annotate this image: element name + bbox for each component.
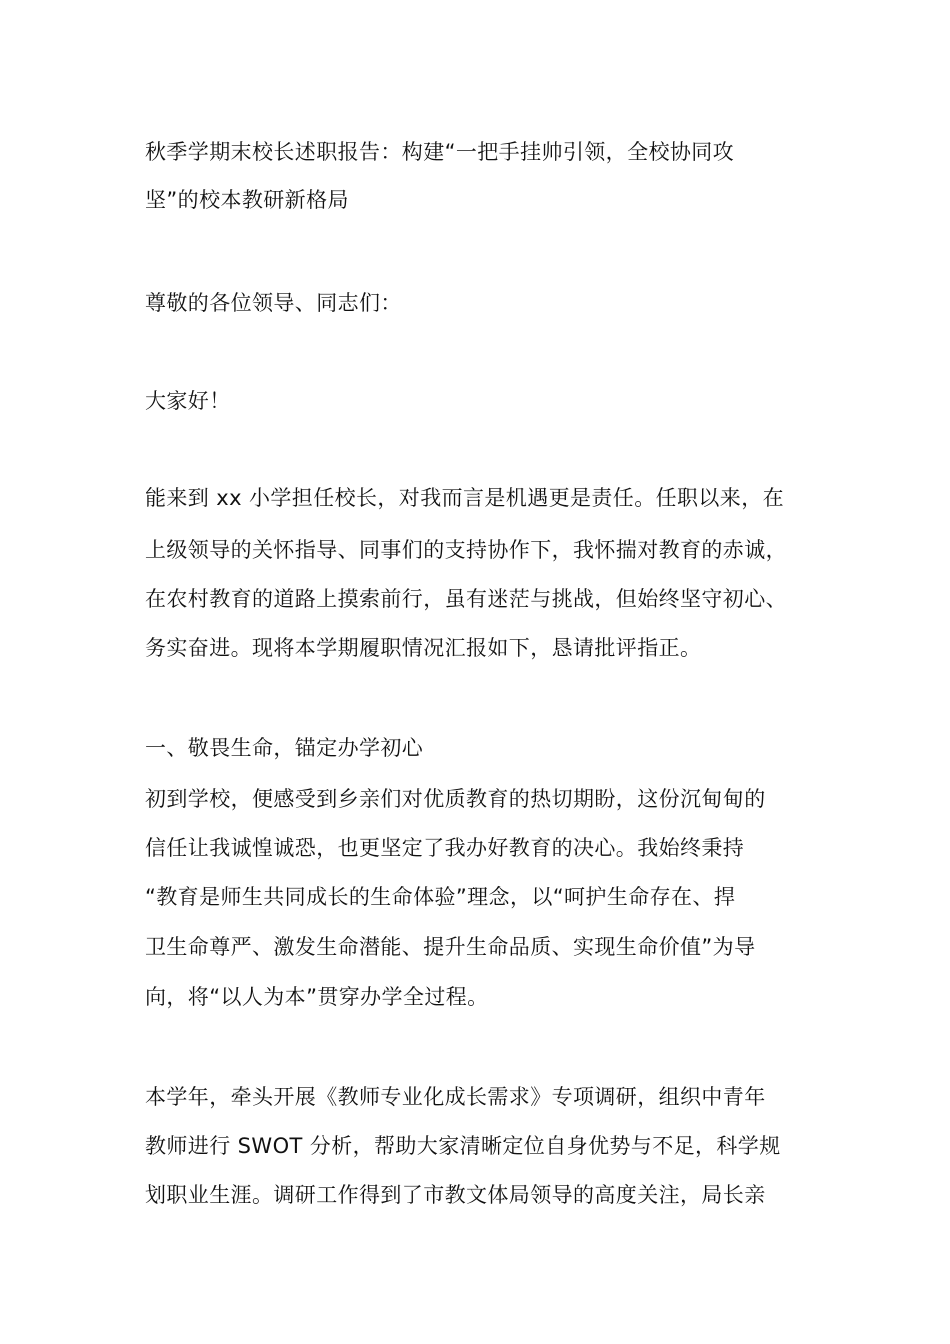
- title-line-2: 坚”的校本教研新格局: [145, 188, 349, 212]
- intro-line-4: 务实奋进。现将本学期履职情况汇报如下，恳请批评指正。: [145, 636, 702, 660]
- title-line-1: 秋季学期末校长述职报告：构建“一把手挂帅引领，全校协同攻: [145, 140, 735, 164]
- section1-para2-line-3: 划职业生涯。调研工作得到了市教文体局领导的高度关注，局长亲: [145, 1183, 766, 1207]
- section1-para1-line-4: 卫生命尊严、激发生命潜能、提升生命品质、实现生命价值”为导: [145, 935, 756, 959]
- section1-para2-line-1: 本学年，牵头开展《教师专业化成长需求》专项调研，组织中青年: [145, 1085, 766, 1109]
- section1-para1-line-1: 初到学校，便感受到乡亲们对优质教育的热切期盼，这份沉甸甸的: [145, 787, 766, 811]
- section1-heading: 一、敬畏生命，锚定办学初心: [145, 736, 424, 760]
- intro-line-3: 在农村教育的道路上摸索前行，虽有迷茫与挑战，但始终坚守初心、: [145, 587, 787, 611]
- greeting: 大家好！: [145, 389, 231, 413]
- intro-line-1: 能来到 xx 小学担任校长，对我而言是机遇更是责任。任职以来，在: [145, 486, 785, 510]
- section1-para1-line-3: “教育是师生共同成长的生命体验”理念，以“呵护生命存在、捍: [145, 885, 736, 909]
- intro-line-2: 上级领导的关怀指导、同事们的支持协作下，我怀揣对教育的赤诚，: [145, 538, 787, 562]
- salutation: 尊敬的各位领导、同志们：: [145, 291, 402, 315]
- section1-para1-line-2: 信任让我诚惶诚恐，也更坚定了我办好教育的决心。我始终秉持: [145, 836, 745, 860]
- section1-para1-line-5: 向，将“以人为本”贯穿办学全过程。: [145, 985, 489, 1009]
- section1-para2-line-2: 教师进行 SWOT 分析，帮助大家清晰定位自身优势与不足，科学规: [145, 1134, 781, 1158]
